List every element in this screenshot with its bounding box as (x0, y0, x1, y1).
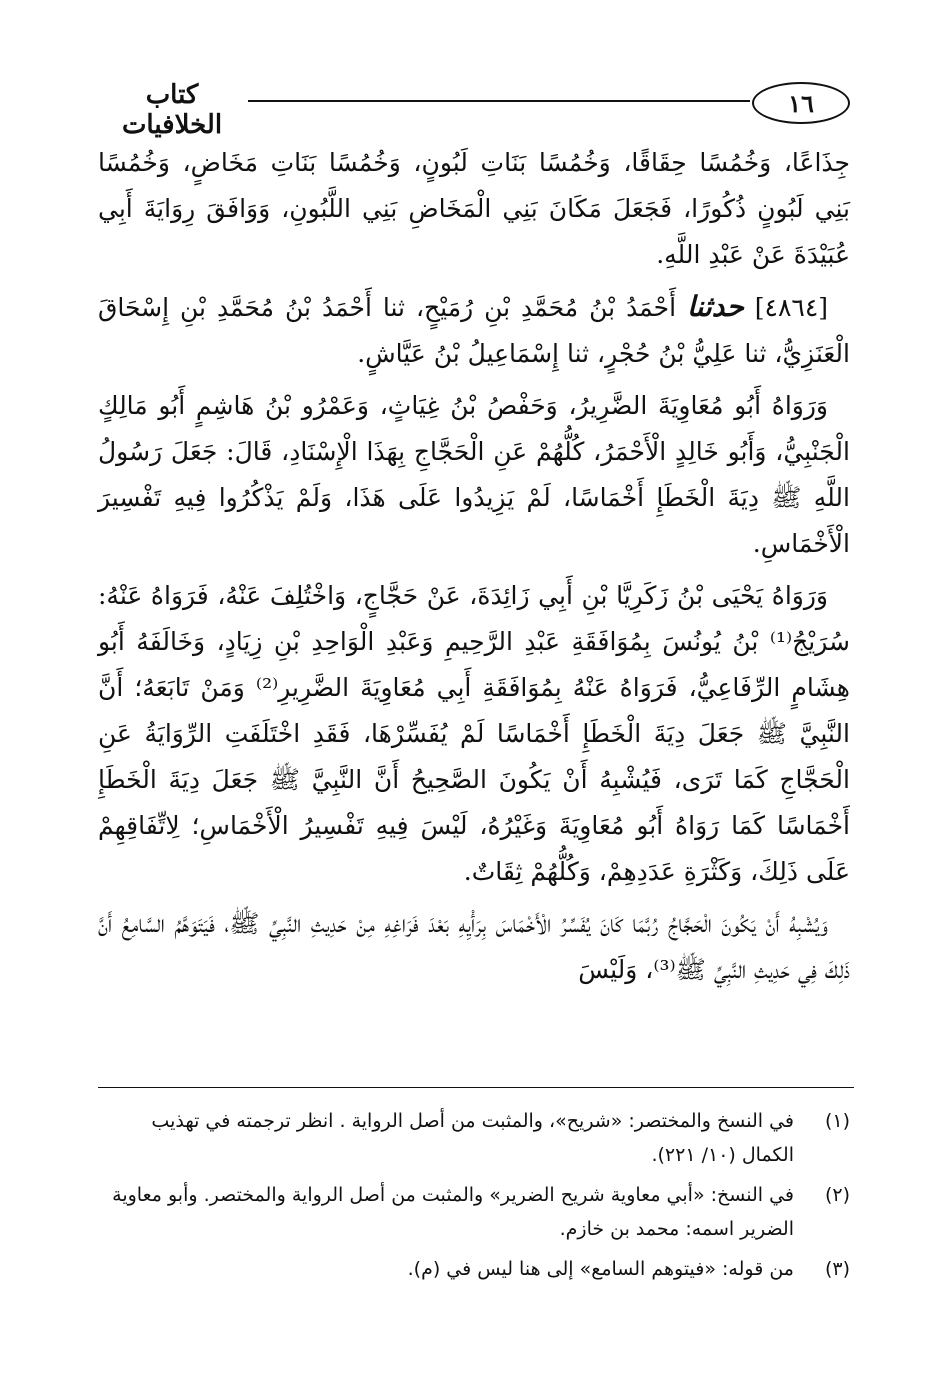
footnotes (98, 1104, 850, 1292)
isnad-text: أَحْمَدُ بْنُ مُحَمَّدِ بْنِ رُمَيْحٍ، ثنا أَحْمَدُ بْنُ مُحَمَّدِ بْنِ إِسْحَاقَ الْعَنَزِيُّ، ثنا عَلِيُّ بْنُ حُجْرٍ، ثنا إِسْمَاعِيلُ بْنُ عَيَّاشٍ. (98, 293, 850, 368)
footnote-number: (٣) (824, 1258, 850, 1280)
footnote-3 (98, 1252, 850, 1286)
page-number: ١٦ (752, 82, 850, 124)
footnote-1 (98, 1104, 850, 1172)
haddathana-word: حدثنا (687, 290, 744, 323)
header-rule (248, 100, 750, 102)
running-title: كتاب الخلافيات (121, 80, 223, 140)
footnote-text: في النسخ والمختصر: «شريح»، والمثبت من أصل الرواية . انظر ترجمته في تهذيب الكمال (١٠/ ٢٢١). (151, 1110, 794, 1166)
main-text (98, 140, 850, 999)
paragraph-5: وَيُشْبِهُ أَنْ يَكُونَ الْحَجَّاجُ رُبَّمَا كَانَ يُفَسِّرُ الْأَخْمَاسَ بِرَأْيِهِ بَعْدَ فَرَاغِهِ مِنْ حَدِيثِ النَّبِيِّ ﷺ، فَيَتَوَهَّمُ السَّامِعُ أَنَّ ذَلِكَ فِي حَدِيثِ النَّبِيِّ ﷺ⁽³⁾، وَلَيْسَ (98, 909, 850, 984)
footnote-text: في النسخ: «أبي معاوية شريح الضرير» والمثبت من أصل الرواية والمختصر. وأبو معاوية الضرير اسمه: محمد بن خازم. (112, 1184, 794, 1240)
hadith-number: [٤٨٦٤] (754, 293, 829, 322)
footnote-number: (١) (824, 1110, 850, 1132)
footnote-separator (98, 1087, 854, 1088)
paragraph-3: وَرَوَاهُ أَبُو مُعَاوِيَةَ الضَّرِيرُ، وَحَفْصُ بْنُ غِيَاثٍ، وَعَمْرُو بْنُ هَاشِمٍ أَبُو مَالِكٍ الْجَنْبِيُّ، وَأَبُو خَالِدٍ الْأَحْمَرُ، كُلُّهُمْ عَنِ الْحَجَّاجِ بِهَذَا الْإِسْنَادِ، قَالَ: جَعَلَ رَسُولُ اللَّهِ ﷺ دِيَةَ الْخَطَإِ أَخْمَاسًا، لَمْ يَزِيدُوا عَلَى هَذَا، وَلَمْ يَذْكُرُوا فِيهِ تَفْسِيرَ الْأَخْمَاسِ. (98, 391, 850, 558)
footnote-text: من قوله: «فيتوهم السامع» إلى هنا ليس في (م). (407, 1258, 794, 1280)
paragraph-4: وَرَوَاهُ يَحْيَى بْنُ زَكَرِيَّا بْنِ أَبِي زَائِدَةَ، عَنْ حَجَّاجٍ، وَاخْتُلِفَ عَنْهُ، فَرَوَاهُ عَنْهُ: سُرَيْجُ⁽¹⁾ بْنُ يُونُسَ بِمُوَافَقَةِ عَبْدِ الرَّحِيمِ وَعَبْدِ الْوَاحِدِ بْنِ زِيَادٍ، وَخَالَفَهُ أَبُو هِشَامٍ الرِّفَاعِيُّ، فَرَوَاهُ عَنْهُ بِمُوَافَقَةِ أَبِي مُعَاوِيَةَ الضَّرِيرِ⁽²⁾ وَمَنْ تَابَعَهُ؛ أَنَّ النَّبِيَّ ﷺ جَعَلَ دِيَةَ الْخَطَإِ أَخْمَاسًا لَمْ يُفَسِّرْهَا، فَقَدِ اخْتَلَفَتِ الرِّوَايَةُ عَنِ الْحَجَّاجِ كَمَا تَرَى، فَيُشْبِهُ أَنْ يَكُونَ الصَّحِيحُ أَنَّ النَّبِيَّ ﷺ جَعَلَ دِيَةَ الْخَطَإِ أَخْمَاسًا كَمَا رَوَاهُ أَبُو مُعَاوِيَةَ وَغَيْرُهُ، لَيْسَ فِيهِ تَفْسِيرُ الْأَخْمَاسِ؛ لِاتِّفَاقِهِمْ عَلَى ذَلِكَ، وَكَثْرَةِ عَدَدِهِمْ، وَكُلُّهُمْ ثِقَاتٌ. (98, 581, 850, 886)
paragraph-1: جِذَاعًا، وَخُمُسًا حِقَاقًا، وَخُمُسًا بَنَاتِ لَبُونٍ، وَخُمُسًا بَنَاتِ مَخَاضٍ، وَخُمُسًا بَنِي لَبُونٍ ذُكُورًا، فَجَعَلَ مَكَانَ بَنِي الْمَخَاضِ بَنِي اللَّبُونِ، وَوَافَقَ رِوَايَةَ أَبِي عُبَيْدَةَ عَنْ عَبْدِ اللَّهِ. (98, 148, 850, 269)
page-header (98, 78, 850, 140)
footnote-2 (98, 1178, 850, 1246)
footnote-number: (٢) (824, 1184, 850, 1206)
paragraph-2 (98, 284, 850, 377)
